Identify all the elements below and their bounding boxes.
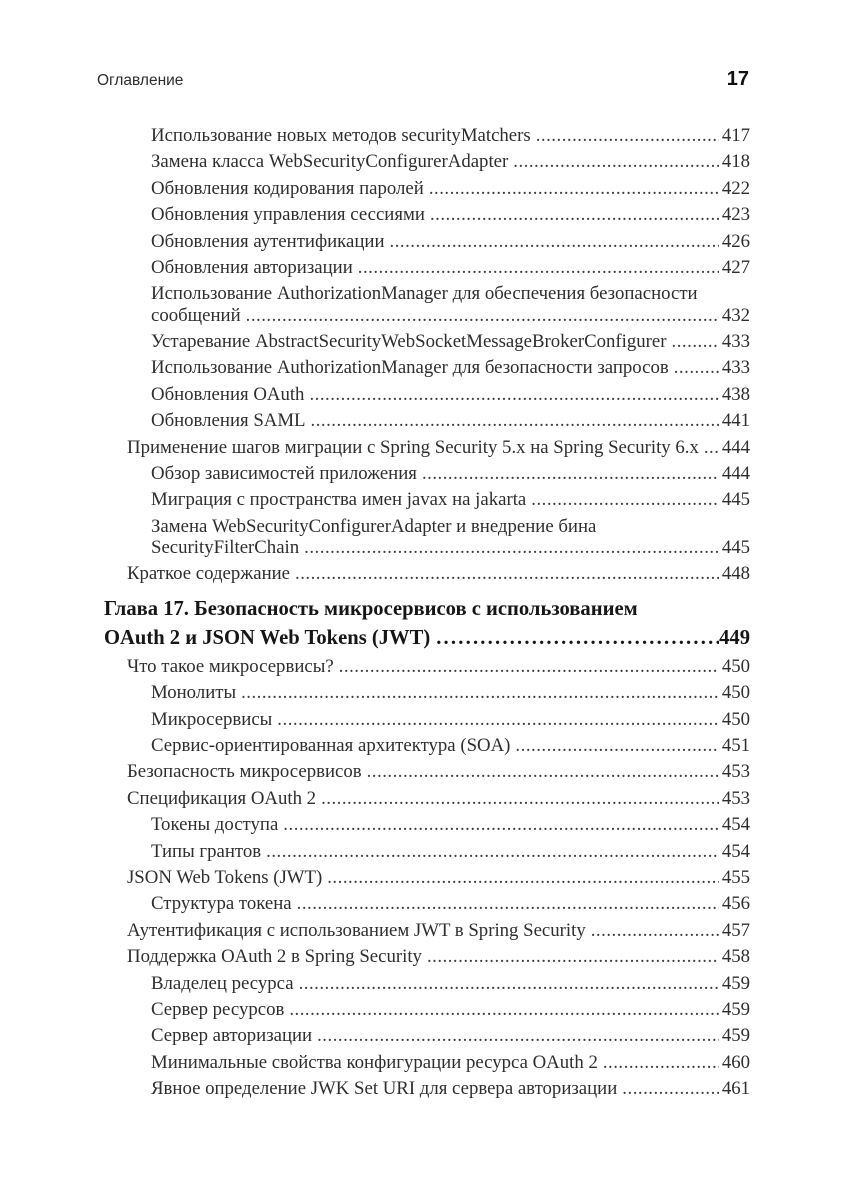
- toc-entry: [151, 814, 750, 835]
- toc-entry-page: 426: [721, 230, 750, 252]
- dot-leader: [358, 257, 719, 278]
- dot-leader: [390, 231, 719, 252]
- dot-leader: [297, 893, 719, 914]
- toc-entry-page: 418: [721, 151, 750, 173]
- dot-leader: [429, 178, 719, 199]
- toc-entry-title: Использование новых методов securityMatchers: [151, 125, 531, 146]
- toc-entry-title: Микросервисы: [151, 708, 273, 730]
- table-of-contents: [104, 125, 750, 1105]
- toc-entry: [151, 283, 750, 325]
- toc-entry-page: 454: [721, 814, 750, 836]
- toc-entry-title: Замена класса WebSecurityConfigurerAdapter: [151, 151, 509, 173]
- toc-entry: [127, 656, 750, 677]
- dot-leader: [672, 331, 719, 352]
- toc-entry-page: 441: [721, 410, 750, 432]
- toc-entry-title: Сервер авторизации: [151, 1025, 313, 1047]
- toc-entry-title: Токены доступа: [151, 814, 279, 836]
- toc-entry: [127, 563, 750, 584]
- dot-leader: [277, 709, 719, 730]
- dot-leader: [430, 204, 719, 225]
- dot-leader: [674, 357, 719, 378]
- dot-leader: [591, 920, 719, 941]
- dot-leader: [241, 682, 719, 703]
- toc-entry: [151, 516, 750, 558]
- toc-entry-page: 453: [721, 761, 750, 783]
- dot-leader: [304, 537, 719, 558]
- toc-entry-page: 423: [721, 204, 750, 226]
- toc-entry-title: Краткое содержание: [127, 563, 291, 585]
- toc-entry-title: Типы грантов: [151, 840, 262, 862]
- toc-entry: [127, 946, 750, 967]
- dot-leader: [367, 761, 719, 782]
- toc-entry-page: 433: [721, 357, 750, 379]
- toc-entry: [151, 331, 750, 352]
- toc-entry-title: JSON Web Tokens (JWT): [127, 867, 323, 888]
- toc-entry-title: Устаревание AbstractSecurityWebSocketMessageBrokerConfigurer: [151, 330, 667, 352]
- toc-entry-page: 457: [721, 919, 750, 941]
- dot-leader: [531, 489, 719, 510]
- toc-entry-title: Сервер ресурсов: [151, 998, 285, 1020]
- toc-entry: [151, 999, 750, 1020]
- dot-leader: [422, 463, 719, 484]
- toc-entry-page: 451: [721, 735, 750, 757]
- toc-entry-title: Аутентификация с использованием JWT в Spring Security: [127, 919, 586, 941]
- toc-entry-title: Обновления авторизации: [151, 256, 353, 278]
- toc-entry-title: SecurityFilterChain: [151, 536, 300, 558]
- toc-entry-page: 445: [721, 489, 750, 511]
- toc-entry: [151, 682, 750, 703]
- toc-entry: [151, 178, 750, 199]
- toc-entry: [151, 384, 750, 405]
- toc-entry: [151, 841, 750, 862]
- toc-entry-page: 417: [721, 125, 750, 146]
- toc-entry: [151, 1052, 750, 1073]
- toc-entry: [127, 920, 750, 941]
- dot-leader: [299, 973, 719, 994]
- toc-entry: [127, 788, 750, 809]
- toc-section-2: [104, 656, 750, 1099]
- toc-entry: [151, 125, 750, 146]
- dot-leader: [321, 788, 719, 809]
- toc-entry-title: сообщений: [151, 304, 241, 326]
- toc-entry: [151, 204, 750, 225]
- toc-entry: [151, 973, 750, 994]
- dot-leader: [327, 867, 719, 888]
- toc-entry-page: 460: [721, 1051, 750, 1073]
- toc-entry-title: Обзор зависимостей приложения: [151, 462, 417, 484]
- chapter-heading: [104, 595, 750, 651]
- page-number: 17: [726, 68, 749, 90]
- toc-entry-page: 453: [721, 787, 750, 809]
- toc-entry-page: 455: [721, 867, 750, 888]
- toc-entry-wrap-line: Замена WebSecurityConfigurerAdapter и внедрение бина: [151, 515, 597, 537]
- toc-entry: [127, 867, 750, 888]
- toc-entry-title: Структура токена: [151, 893, 292, 915]
- dot-leader: [603, 1052, 719, 1073]
- toc-entry-page: 459: [721, 972, 750, 994]
- dot-leader: [266, 841, 719, 862]
- toc-entry-title: Безопасность микросервисов: [127, 761, 362, 783]
- dot-leader: [513, 151, 719, 172]
- dot-leader: [536, 125, 719, 146]
- dot-leader: [704, 437, 719, 458]
- toc-entry-wrap-line: Использование AuthorizationManager для обеспечения безопасности: [151, 283, 698, 305]
- toc-entry-title: Использование AuthorizationManager для безопасности запросов: [151, 357, 669, 379]
- toc-entry: [151, 463, 750, 484]
- running-title: Оглавление: [97, 72, 184, 89]
- toc-entry-title: Минимальные свойства конфигурации ресурса OAuth 2: [151, 1051, 598, 1073]
- toc-entry-page: 427: [721, 256, 750, 278]
- chapter-title-line2: OAuth 2 и JSON Web Tokens (JWT): [104, 626, 431, 649]
- toc-entry-page: 444: [721, 462, 750, 484]
- toc-entry: [151, 357, 750, 378]
- toc-entry-page: 444: [721, 436, 750, 458]
- toc-entry: [151, 1078, 750, 1099]
- dot-leader: [309, 384, 718, 405]
- toc-entry: [151, 735, 750, 756]
- toc-entry: [151, 257, 750, 278]
- page-header: [97, 68, 749, 91]
- dot-leader: [295, 563, 719, 584]
- toc-entry: [127, 761, 750, 782]
- dot-leader: [436, 624, 719, 652]
- toc-entry-page: 454: [721, 840, 750, 862]
- dot-leader: [515, 735, 718, 756]
- toc-entry-title: Владелец ресурса: [151, 972, 294, 994]
- toc-entry-page: 461: [721, 1078, 750, 1100]
- toc-entry-title: Обновления аутентификации: [151, 230, 385, 252]
- toc-entry-page: 433: [721, 330, 750, 352]
- toc-entry-title: Обновления кодирования паролей: [151, 177, 424, 199]
- dot-leader: [246, 305, 719, 326]
- toc-entry: [151, 410, 750, 431]
- toc-entry-page: 459: [721, 1025, 750, 1047]
- toc-entry: [151, 231, 750, 252]
- dot-leader: [283, 814, 719, 835]
- chapter-title-line1: Глава 17. Безопасность микросервисов с использованием: [104, 598, 638, 621]
- toc-entry-title: Применение шагов миграции с Spring Security 5.x на Spring Security 6.x: [127, 436, 699, 458]
- toc-entry-page: 458: [721, 946, 750, 968]
- dot-leader: [339, 656, 719, 677]
- toc-entry: [151, 1025, 750, 1046]
- toc-entry: [151, 489, 750, 510]
- toc-entry-title: Сервис-ориентированная архитектура (SOA): [151, 735, 511, 757]
- toc-entry-title: Поддержка OAuth 2 в Spring Security: [127, 946, 422, 968]
- dot-leader: [427, 946, 719, 967]
- toc-entry-page: 445: [721, 536, 750, 558]
- toc-entry-title: Обновления OAuth: [151, 383, 305, 405]
- toc-section-1: [104, 125, 750, 584]
- toc-entry: [151, 709, 750, 730]
- toc-entry: [151, 893, 750, 914]
- toc-entry-page: 450: [721, 655, 750, 677]
- toc-entry-page: 459: [721, 998, 750, 1020]
- toc-entry-title: Обновления SAML: [151, 410, 306, 432]
- toc-entry-page: 456: [721, 893, 750, 915]
- toc-entry-title: Монолиты: [151, 682, 237, 704]
- toc-entry-page: 432: [721, 304, 750, 326]
- toc-entry-page: 450: [721, 682, 750, 704]
- toc-entry-title: Миграция с пространства имен javax на jakarta: [151, 489, 527, 511]
- dot-leader: [317, 1025, 719, 1046]
- toc-entry-page: 450: [721, 708, 750, 730]
- toc-entry-page: 422: [721, 177, 750, 199]
- toc-entry-title: Обновления управления сессиями: [151, 204, 425, 226]
- chapter-page: 449: [719, 626, 750, 649]
- toc-entry: [151, 151, 750, 172]
- toc-entry-page: 438: [721, 383, 750, 405]
- dot-leader: [311, 410, 719, 431]
- toc-entry-title: Спецификация OAuth 2: [127, 787, 317, 809]
- toc-entry-title: Явное определение JWK Set URI для сервера авторизации: [151, 1078, 618, 1100]
- toc-entry-title: Что такое микросервисы?: [127, 655, 334, 677]
- toc-entry: [127, 437, 750, 458]
- dot-leader: [289, 999, 719, 1020]
- dot-leader: [622, 1078, 719, 1099]
- toc-entry-page: 448: [721, 563, 750, 585]
